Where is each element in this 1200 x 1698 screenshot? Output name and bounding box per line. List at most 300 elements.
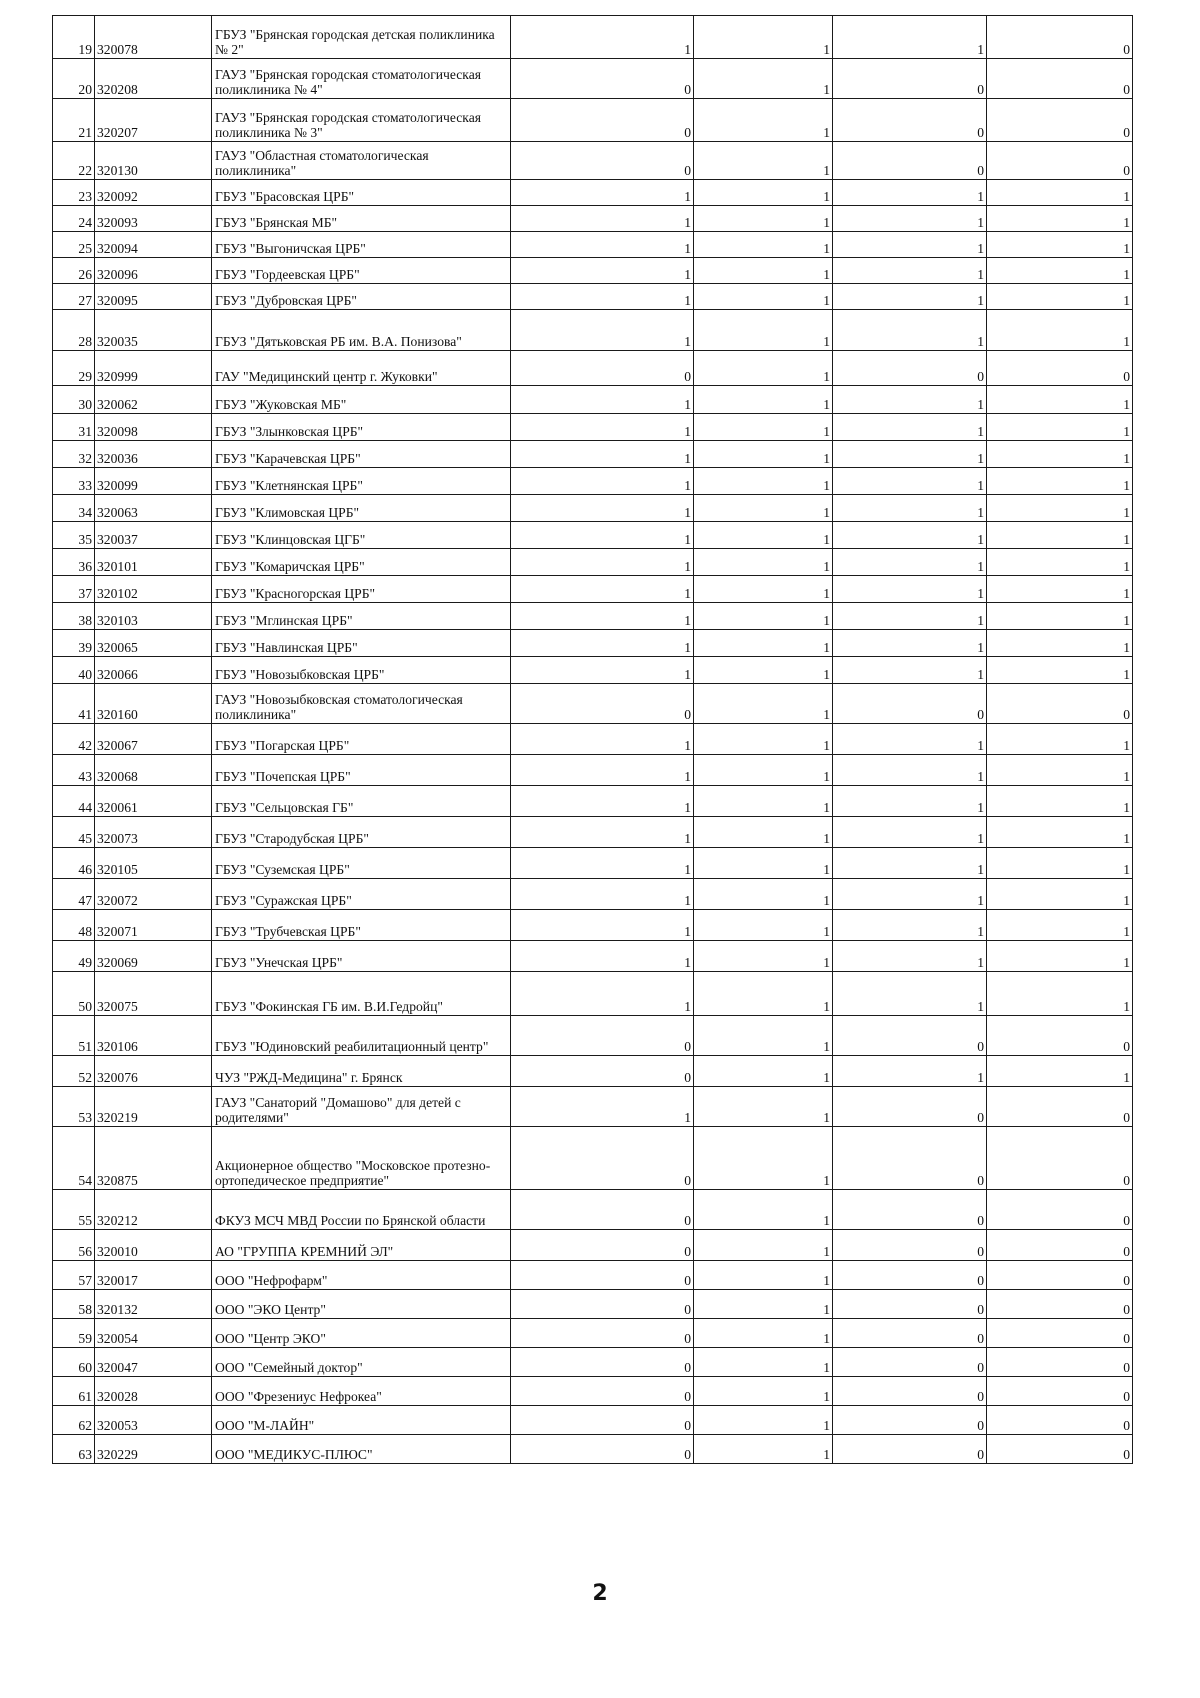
row-number: 45: [53, 817, 95, 848]
table-row: [53, 16, 1133, 59]
value-col-2: 1: [694, 1435, 833, 1464]
row-number: 39: [53, 630, 95, 657]
value-col-2: 1: [694, 549, 833, 576]
org-code: 320078: [95, 16, 212, 59]
table-row: [53, 576, 1133, 603]
row-number: 49: [53, 941, 95, 972]
value-col-2: 1: [694, 910, 833, 941]
value-col-2: 1: [694, 1406, 833, 1435]
row-number: 46: [53, 848, 95, 879]
value-col-4: 0: [987, 1230, 1133, 1261]
value-col-3: 0: [833, 1319, 987, 1348]
value-col-1: 1: [511, 310, 694, 351]
value-col-3: 0: [833, 1190, 987, 1230]
value-col-3: 0: [833, 1290, 987, 1319]
org-name: ГБУЗ "Фокинская ГБ им. В.И.Гедройц": [212, 972, 511, 1016]
org-code: 320065: [95, 630, 212, 657]
value-col-4: 0: [987, 1016, 1133, 1056]
value-col-3: 1: [833, 603, 987, 630]
value-col-2: 1: [694, 310, 833, 351]
table-row: [53, 941, 1133, 972]
value-col-1: 1: [511, 522, 694, 549]
value-col-4: 1: [987, 258, 1133, 284]
row-number: 42: [53, 724, 95, 755]
table-row: [53, 724, 1133, 755]
org-code: 320098: [95, 414, 212, 441]
page-number: 2: [592, 1581, 608, 1606]
org-name: ООО "Фрезениус Нефрокеа": [212, 1377, 511, 1406]
value-col-4: 0: [987, 1435, 1133, 1464]
org-name: ГБУЗ "Мглинская ЦРБ": [212, 603, 511, 630]
table-row: [53, 258, 1133, 284]
value-col-2: 1: [694, 284, 833, 310]
value-col-2: 1: [694, 59, 833, 99]
org-name: ГБУЗ "Юдиновский реабилитационный центр": [212, 1016, 511, 1056]
value-col-2: 1: [694, 848, 833, 879]
row-number: 61: [53, 1377, 95, 1406]
value-col-4: 0: [987, 1261, 1133, 1290]
org-name: ГАУЗ "Новозыбковская стоматологическая поликлиника": [212, 684, 511, 724]
org-name: ЧУЗ "РЖД-Медицина" г. Брянск: [212, 1056, 511, 1087]
org-code: 320208: [95, 59, 212, 99]
value-col-1: 1: [511, 657, 694, 684]
value-col-4: 0: [987, 1290, 1133, 1319]
org-name: ГБУЗ "Трубчевская ЦРБ": [212, 910, 511, 941]
table-row: [53, 879, 1133, 910]
value-col-3: 1: [833, 232, 987, 258]
value-col-4: 0: [987, 1127, 1133, 1190]
row-number: 24: [53, 206, 95, 232]
org-code: 320105: [95, 848, 212, 879]
value-col-4: 1: [987, 232, 1133, 258]
table-row: [53, 910, 1133, 941]
value-col-4: 1: [987, 879, 1133, 910]
row-number: 60: [53, 1348, 95, 1377]
value-col-3: 1: [833, 206, 987, 232]
org-name: АО "ГРУППА КРЕМНИЙ ЭЛ": [212, 1230, 511, 1261]
value-col-2: 1: [694, 206, 833, 232]
value-col-2: 1: [694, 441, 833, 468]
value-col-2: 1: [694, 879, 833, 910]
value-col-1: 1: [511, 549, 694, 576]
value-col-3: 0: [833, 1377, 987, 1406]
org-code: 320160: [95, 684, 212, 724]
value-col-2: 1: [694, 630, 833, 657]
value-col-4: 0: [987, 99, 1133, 142]
value-col-4: 1: [987, 630, 1133, 657]
row-number: 52: [53, 1056, 95, 1087]
value-col-3: 1: [833, 941, 987, 972]
table-row: [53, 206, 1133, 232]
value-col-1: 1: [511, 468, 694, 495]
org-code: 320010: [95, 1230, 212, 1261]
value-col-4: 1: [987, 441, 1133, 468]
value-col-3: 0: [833, 1406, 987, 1435]
org-name: ГБУЗ "Брасовская ЦРБ": [212, 180, 511, 206]
row-number: 19: [53, 16, 95, 59]
org-code: 320047: [95, 1348, 212, 1377]
value-col-3: 1: [833, 549, 987, 576]
value-col-2: 1: [694, 142, 833, 180]
org-name: ООО "Нефрофарм": [212, 1261, 511, 1290]
org-name: ГБУЗ "Красногорская ЦРБ": [212, 576, 511, 603]
org-code: 320099: [95, 468, 212, 495]
value-col-1: 0: [511, 1261, 694, 1290]
org-name: ФКУЗ МСЧ МВД России по Брянской области: [212, 1190, 511, 1230]
org-code: 320072: [95, 879, 212, 910]
value-col-4: 0: [987, 1348, 1133, 1377]
table-row: [53, 1056, 1133, 1087]
value-col-4: 1: [987, 414, 1133, 441]
value-col-2: 1: [694, 684, 833, 724]
org-code: 320066: [95, 657, 212, 684]
org-name: ГБУЗ "Злынковская ЦРБ": [212, 414, 511, 441]
table-row: [53, 1261, 1133, 1290]
org-code: 320229: [95, 1435, 212, 1464]
row-number: 53: [53, 1087, 95, 1127]
value-col-2: 1: [694, 258, 833, 284]
value-col-4: 0: [987, 1190, 1133, 1230]
row-number: 41: [53, 684, 95, 724]
org-name: ГБУЗ "Клетнянская ЦРБ": [212, 468, 511, 495]
value-col-1: 1: [511, 180, 694, 206]
value-col-3: 1: [833, 16, 987, 59]
value-col-1: 1: [511, 232, 694, 258]
row-number: 22: [53, 142, 95, 180]
org-code: 320076: [95, 1056, 212, 1087]
org-code: 320068: [95, 755, 212, 786]
table-row: [53, 684, 1133, 724]
value-col-4: 0: [987, 1406, 1133, 1435]
table-row: [53, 972, 1133, 1016]
table-row: [53, 1348, 1133, 1377]
value-col-2: 1: [694, 1377, 833, 1406]
org-code: 320101: [95, 549, 212, 576]
value-col-4: 0: [987, 16, 1133, 59]
org-code: 320219: [95, 1087, 212, 1127]
value-col-3: 1: [833, 258, 987, 284]
value-col-3: 1: [833, 1056, 987, 1087]
org-code: 320102: [95, 576, 212, 603]
value-col-1: 1: [511, 941, 694, 972]
row-number: 21: [53, 99, 95, 142]
value-col-1: 1: [511, 576, 694, 603]
table-row: [53, 657, 1133, 684]
org-code: 320096: [95, 258, 212, 284]
org-code: 320212: [95, 1190, 212, 1230]
value-col-2: 1: [694, 786, 833, 817]
value-col-3: 0: [833, 1016, 987, 1056]
table-row: [53, 1319, 1133, 1348]
value-col-3: 0: [833, 1261, 987, 1290]
org-name: ГАУЗ "Брянская городская стоматологическая поликлиника № 4": [212, 59, 511, 99]
value-col-2: 1: [694, 941, 833, 972]
value-col-1: 1: [511, 258, 694, 284]
value-col-4: 1: [987, 972, 1133, 1016]
value-col-1: 1: [511, 755, 694, 786]
row-number: 37: [53, 576, 95, 603]
org-code: 320093: [95, 206, 212, 232]
org-code: 320063: [95, 495, 212, 522]
org-code: 320036: [95, 441, 212, 468]
row-number: 28: [53, 310, 95, 351]
table-row: [53, 180, 1133, 206]
org-name: ГБУЗ "Суражская ЦРБ": [212, 879, 511, 910]
value-col-2: 1: [694, 1348, 833, 1377]
table-row: [53, 232, 1133, 258]
value-col-2: 1: [694, 1319, 833, 1348]
value-col-3: 0: [833, 684, 987, 724]
org-name: ООО "ЭКО Центр": [212, 1290, 511, 1319]
table-row: [53, 630, 1133, 657]
value-col-4: 1: [987, 657, 1133, 684]
value-col-4: 0: [987, 142, 1133, 180]
value-col-1: 1: [511, 1087, 694, 1127]
row-number: 47: [53, 879, 95, 910]
value-col-1: 1: [511, 414, 694, 441]
value-col-1: 1: [511, 16, 694, 59]
value-col-3: 1: [833, 817, 987, 848]
value-col-2: 1: [694, 16, 833, 59]
table-row: [53, 468, 1133, 495]
row-number: 63: [53, 1435, 95, 1464]
row-number: 26: [53, 258, 95, 284]
value-col-1: 1: [511, 724, 694, 755]
table-body: [53, 16, 1133, 1464]
value-col-1: 0: [511, 1406, 694, 1435]
organizations-table: [52, 15, 1133, 1464]
value-col-2: 1: [694, 351, 833, 386]
value-col-3: 0: [833, 351, 987, 386]
value-col-3: 1: [833, 468, 987, 495]
value-col-3: 1: [833, 755, 987, 786]
value-col-3: 0: [833, 99, 987, 142]
value-col-3: 0: [833, 59, 987, 99]
value-col-3: 1: [833, 657, 987, 684]
table-row: [53, 817, 1133, 848]
table-row: [53, 1127, 1133, 1190]
value-col-4: 1: [987, 549, 1133, 576]
row-number: 51: [53, 1016, 95, 1056]
value-col-3: 1: [833, 879, 987, 910]
value-col-4: 1: [987, 386, 1133, 414]
value-col-2: 1: [694, 972, 833, 1016]
org-code: 320067: [95, 724, 212, 755]
value-col-4: 0: [987, 1319, 1133, 1348]
row-number: 27: [53, 284, 95, 310]
table-row: [53, 310, 1133, 351]
org-name: ГБУЗ "Клинцовская ЦГБ": [212, 522, 511, 549]
value-col-3: 1: [833, 576, 987, 603]
value-col-4: 1: [987, 576, 1133, 603]
value-col-1: 1: [511, 284, 694, 310]
value-col-1: 1: [511, 786, 694, 817]
table-row: [53, 495, 1133, 522]
org-name: ООО "МЕДИКУС-ПЛЮС": [212, 1435, 511, 1464]
value-col-1: 1: [511, 603, 694, 630]
value-col-4: 1: [987, 310, 1133, 351]
value-col-3: 0: [833, 1127, 987, 1190]
value-col-1: 0: [511, 351, 694, 386]
value-col-3: 0: [833, 1087, 987, 1127]
org-code: 320053: [95, 1406, 212, 1435]
row-number: 56: [53, 1230, 95, 1261]
org-name: ГБУЗ "Сельцовская ГБ": [212, 786, 511, 817]
value-col-3: 1: [833, 724, 987, 755]
row-number: 33: [53, 468, 95, 495]
org-code: 320132: [95, 1290, 212, 1319]
row-number: 40: [53, 657, 95, 684]
org-code: 320037: [95, 522, 212, 549]
value-col-1: 1: [511, 817, 694, 848]
value-col-4: 1: [987, 468, 1133, 495]
org-code: 320054: [95, 1319, 212, 1348]
org-name: ГБУЗ "Жуковская МБ": [212, 386, 511, 414]
row-number: 36: [53, 549, 95, 576]
org-code: 320130: [95, 142, 212, 180]
value-col-1: 0: [511, 1435, 694, 1464]
value-col-3: 1: [833, 284, 987, 310]
row-number: 58: [53, 1290, 95, 1319]
row-number: 62: [53, 1406, 95, 1435]
value-col-3: 1: [833, 910, 987, 941]
value-col-3: 1: [833, 414, 987, 441]
org-name: ГБУЗ "Брянская городская детская поликлиника № 2": [212, 16, 511, 59]
org-code: 320073: [95, 817, 212, 848]
row-number: 55: [53, 1190, 95, 1230]
value-col-1: 1: [511, 910, 694, 941]
table-row: [53, 1230, 1133, 1261]
org-name: ГБУЗ "Брянская МБ": [212, 206, 511, 232]
table-row: [53, 1290, 1133, 1319]
value-col-2: 1: [694, 1230, 833, 1261]
org-name: ГБУЗ "Комаричская ЦРБ": [212, 549, 511, 576]
value-col-4: 0: [987, 684, 1133, 724]
org-code: 320017: [95, 1261, 212, 1290]
row-number: 50: [53, 972, 95, 1016]
value-col-2: 1: [694, 522, 833, 549]
org-code: 320094: [95, 232, 212, 258]
org-name: ГБУЗ "Суземская ЦРБ": [212, 848, 511, 879]
value-col-2: 1: [694, 1127, 833, 1190]
value-col-3: 1: [833, 522, 987, 549]
org-name: ГБУЗ "Унечская ЦРБ": [212, 941, 511, 972]
value-col-2: 1: [694, 232, 833, 258]
value-col-1: 1: [511, 848, 694, 879]
value-col-4: 1: [987, 817, 1133, 848]
value-col-4: 1: [987, 848, 1133, 879]
table-row: [53, 386, 1133, 414]
table-row: [53, 603, 1133, 630]
value-col-2: 1: [694, 603, 833, 630]
table-row: [53, 59, 1133, 99]
table-row: [53, 522, 1133, 549]
table-row: [53, 1087, 1133, 1127]
value-col-2: 1: [694, 657, 833, 684]
row-number: 29: [53, 351, 95, 386]
org-code: 320075: [95, 972, 212, 1016]
value-col-2: 1: [694, 817, 833, 848]
value-col-3: 1: [833, 786, 987, 817]
org-code: 320092: [95, 180, 212, 206]
table-row: [53, 351, 1133, 386]
value-col-1: 0: [511, 1016, 694, 1056]
row-number: 59: [53, 1319, 95, 1348]
value-col-1: 1: [511, 630, 694, 657]
org-code: 320062: [95, 386, 212, 414]
org-code: 320069: [95, 941, 212, 972]
row-number: 35: [53, 522, 95, 549]
row-number: 25: [53, 232, 95, 258]
org-code: 320028: [95, 1377, 212, 1406]
value-col-2: 1: [694, 414, 833, 441]
value-col-4: 0: [987, 351, 1133, 386]
row-number: 23: [53, 180, 95, 206]
value-col-4: 1: [987, 724, 1133, 755]
row-number: 48: [53, 910, 95, 941]
value-col-4: 1: [987, 603, 1133, 630]
value-col-1: 0: [511, 59, 694, 99]
value-col-4: 0: [987, 1087, 1133, 1127]
table-row: [53, 755, 1133, 786]
value-col-3: 0: [833, 1230, 987, 1261]
value-col-2: 1: [694, 1190, 833, 1230]
table-row: [53, 414, 1133, 441]
org-name: ГАУЗ "Санаторий "Домашово" для детей с родителями": [212, 1087, 511, 1127]
org-code: 320035: [95, 310, 212, 351]
table-row: [53, 786, 1133, 817]
value-col-2: 1: [694, 576, 833, 603]
value-col-1: 0: [511, 1127, 694, 1190]
value-col-4: 1: [987, 941, 1133, 972]
org-name: ГБУЗ "Навлинская ЦРБ": [212, 630, 511, 657]
org-name: Акционерное общество "Московское протезно-ортопедическое предприятие": [212, 1127, 511, 1190]
org-name: ГАУ "Медицинский центр г. Жуковки": [212, 351, 511, 386]
table-row: [53, 1435, 1133, 1464]
value-col-2: 1: [694, 1261, 833, 1290]
org-name: ООО "Центр ЭКО": [212, 1319, 511, 1348]
row-number: 43: [53, 755, 95, 786]
row-number: 34: [53, 495, 95, 522]
org-name: ГАУЗ "Брянская городская стоматологическая поликлиника № 3": [212, 99, 511, 142]
table-row: [53, 99, 1133, 142]
value-col-4: 1: [987, 495, 1133, 522]
value-col-4: 1: [987, 522, 1133, 549]
value-col-3: 1: [833, 180, 987, 206]
org-name: ООО "М-ЛАЙН": [212, 1406, 511, 1435]
org-code: 320207: [95, 99, 212, 142]
row-number: 38: [53, 603, 95, 630]
org-name: ГБУЗ "Климовская ЦРБ": [212, 495, 511, 522]
row-number: 54: [53, 1127, 95, 1190]
value-col-2: 1: [694, 1290, 833, 1319]
row-number: 31: [53, 414, 95, 441]
value-col-3: 1: [833, 848, 987, 879]
table-row: [53, 549, 1133, 576]
value-col-1: 0: [511, 1319, 694, 1348]
row-number: 44: [53, 786, 95, 817]
value-col-2: 1: [694, 180, 833, 206]
value-col-3: 0: [833, 1435, 987, 1464]
table-row: [53, 848, 1133, 879]
value-col-2: 1: [694, 99, 833, 142]
org-code: 320106: [95, 1016, 212, 1056]
table-row: [53, 1190, 1133, 1230]
value-col-1: 0: [511, 1348, 694, 1377]
value-col-4: 1: [987, 284, 1133, 310]
value-col-4: 1: [987, 1056, 1133, 1087]
value-col-1: 1: [511, 441, 694, 468]
